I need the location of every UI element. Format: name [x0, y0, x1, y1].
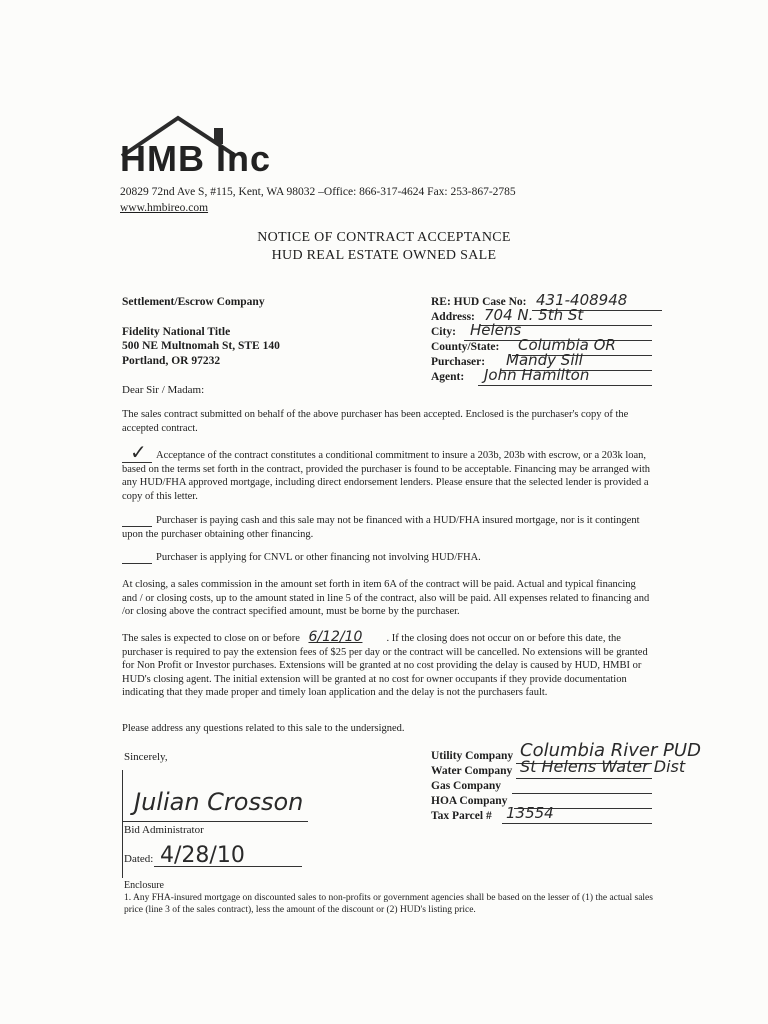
- hoa-company-label: HOA Company: [431, 795, 508, 807]
- city-label: City:: [431, 326, 456, 338]
- company-logo-text: HMB Inc: [120, 138, 271, 179]
- checkmark-icon: ✓: [130, 440, 147, 464]
- case-label: RE: HUD Case No:: [431, 296, 527, 308]
- city-value: Helens: [470, 321, 522, 339]
- company-address: 20829 72nd Ave S, #115, Kent, WA 98032 –Office: 866-317-4624 Fax: 253-867-2785: [120, 186, 516, 198]
- paragraph-closing-date: [122, 631, 652, 700]
- bid-administrator-label: Bid Administrator: [124, 824, 204, 836]
- closing-date-value: 6/12/10: [308, 629, 363, 645]
- settlement-name: Fidelity National Title: [122, 326, 231, 338]
- purchaser-value: Mandy Sill: [506, 351, 583, 369]
- address-value: 704 N. 5th St: [484, 306, 584, 324]
- closing-text-start: The sales is expected to close on or before: [122, 633, 300, 644]
- paragraph-accepted: The sales contract submitted on behalf of the above purchaser has been accepted. Enclosed is the purchaser's copy of the accepted contract.: [122, 409, 629, 434]
- settlement-street: 500 NE Multnomah St, STE 140: [122, 340, 280, 352]
- enclosure-label: Enclosure: [124, 880, 164, 891]
- case-value: 431-408948: [536, 291, 628, 309]
- purchaser-label: Purchaser:: [431, 356, 486, 368]
- footnote-text: 1. Any FHA-insured mortgage on discounted sales to non-profits or government agencies shall be based on the lesser of (1) the actual sales price (line 3 of the sales contract), less the amount of the discount or (2) HUD's listing price.: [124, 893, 653, 915]
- utility-company-label: Utility Company: [431, 750, 514, 762]
- signature: Julian Crosson: [134, 788, 304, 816]
- closing-text-rest: . If the closing does not occur on or before this date, the purchaser is required to pay the extension fees of $25 per day or the contract will be cancelled. No extensions will be granted for Non Profit or Investor purchases. Extensions will be granted at no cost providing the delay is caused by HUD, HMBI or HUD's closing agent. The initial extension will be granted at no cost for owner occupants if they provide documentation indicating that they made proper and timely loan application and the delay is not the purchasers fault.: [122, 633, 648, 698]
- address-label: Address:: [431, 311, 475, 323]
- dated-label: Dated:: [124, 853, 154, 865]
- paragraph-conditional-commitment: Acceptance of the contract constitutes a conditional commitment to insure a 203b, 203b with escrow, or a 203k loan, based on the terms set forth in the contract, provided the purchaser is found to be acceptable. Financing may be arranged with any HUD/FHA approved mortgage, including direct endorsement lenders. Please ensure that the selected lender is provided a copy of this letter.: [122, 450, 651, 502]
- signature-bracket: [122, 770, 123, 878]
- sincerely-text: Sincerely,: [124, 751, 168, 763]
- paragraph-cash-purchase: Purchaser is paying cash and this sale may not be financed with a HUD/FHA insured mortgage, nor is it contingent upon the purchaser obtaining other financing.: [122, 515, 640, 540]
- company-website-link[interactable]: www.hmbireo.com: [120, 202, 209, 214]
- settlement-heading: Settlement/Escrow Company: [122, 296, 265, 308]
- gas-company-label: Gas Company: [431, 780, 501, 792]
- water-company-value: St Helens Water Dist: [520, 757, 686, 776]
- paragraph-commission: At closing, a sales commission in the amount set forth in item 6A of the contract will be paid. Actual and typical financing and / or closing costs, up to the amount stated in line 5 of the contract, also will be paid. All expenses related to financing and /or closing above the contract specified amount, must be borne by the purchaser.: [122, 579, 650, 617]
- county-label: County/State:: [431, 341, 500, 353]
- paragraph-cnvl-financing: Purchaser is applying for CNVL or other financing not involving HUD/FHA.: [156, 552, 481, 563]
- utility-company-value: Columbia River PUD: [520, 740, 701, 761]
- agent-label: Agent:: [431, 371, 465, 383]
- tax-parcel-label: Tax Parcel #: [431, 810, 492, 822]
- paragraph-questions: Please address any questions related to this sale to the undersigned.: [122, 723, 405, 734]
- salutation: Dear Sir / Madam:: [122, 384, 205, 396]
- notice-title: NOTICE OF CONTRACT ACCEPTANCE: [257, 230, 511, 245]
- notice-subtitle: HUD REAL ESTATE OWNED SALE: [271, 248, 497, 263]
- settlement-city: Portland, OR 97232: [122, 355, 221, 367]
- dated-value: 4/28/10: [160, 843, 245, 868]
- agent-value: John Hamilton: [484, 366, 590, 384]
- tax-parcel-value: 13554: [506, 804, 554, 822]
- water-company-label: Water Company: [431, 765, 513, 777]
- county-value: Columbia OR: [518, 336, 616, 354]
